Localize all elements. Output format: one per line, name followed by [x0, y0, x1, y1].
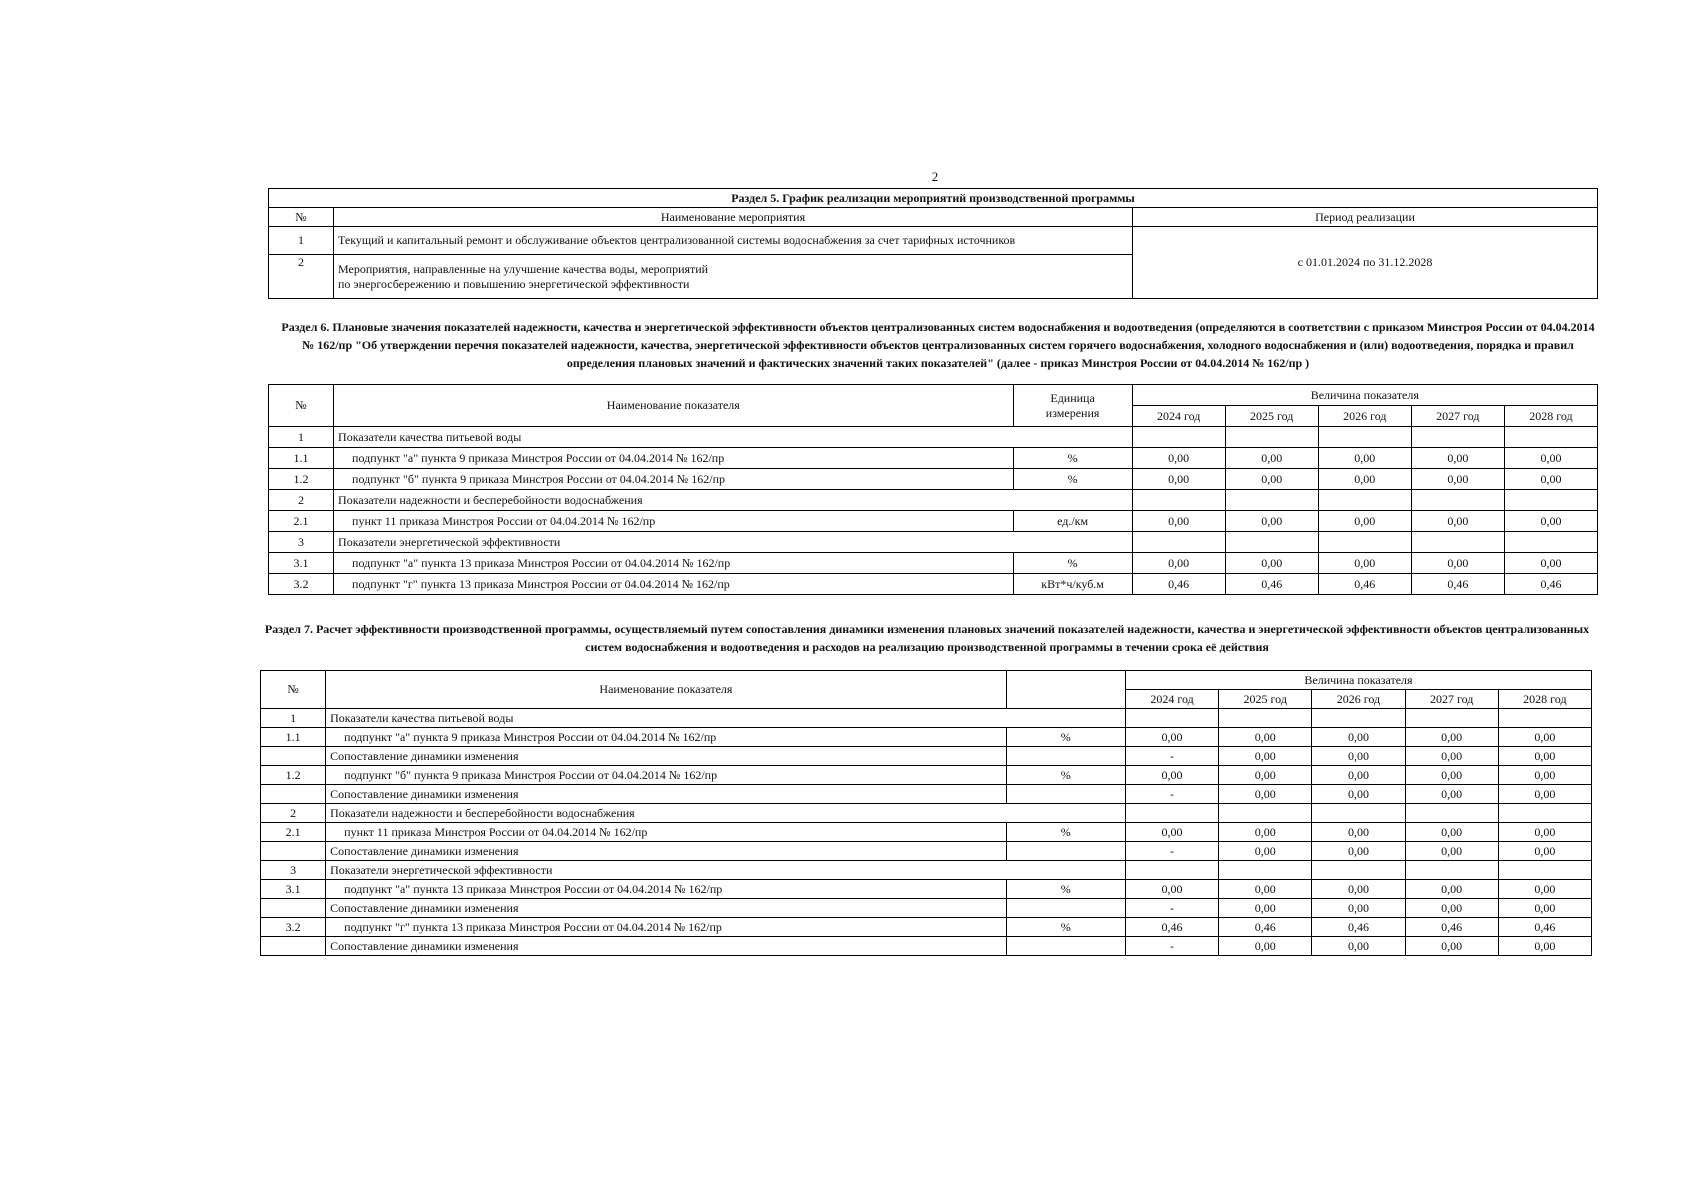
- indicator-name: Показатели надежности и бесперебойности водоснабжения: [326, 804, 1126, 823]
- indicator-row: [269, 511, 1598, 532]
- indicator-name: подпункт "г" пункта 13 приказа Минстроя России от 04.04.2014 № 162/пр: [326, 918, 1007, 937]
- header-unit-line: измерения: [1045, 405, 1100, 420]
- empty-cell: [1132, 490, 1225, 511]
- value-cell: 0,00: [1318, 469, 1411, 490]
- value-cell: 0,00: [1498, 842, 1591, 861]
- group-row: [261, 709, 1592, 728]
- row-num: [261, 899, 326, 918]
- section6-table: [268, 384, 1598, 595]
- header-year: 2028 год: [1504, 406, 1597, 427]
- header-year: 2025 год: [1219, 690, 1312, 709]
- comparison-label: Сопоставление динамики изменения: [326, 937, 1007, 956]
- indicator-row: [269, 553, 1598, 574]
- value-cell: 0,00: [1318, 511, 1411, 532]
- value-cell: 0,00: [1411, 448, 1504, 469]
- value-cell: 0,00: [1498, 899, 1591, 918]
- value-cell: 0,00: [1219, 785, 1312, 804]
- comparison-row: [261, 937, 1592, 956]
- indicator-name: подпункт "а" пункта 13 приказа Минстроя России от 04.04.2014 № 162/пр: [334, 553, 1014, 574]
- header-unit-line: Единица: [1050, 390, 1095, 405]
- group-row: [269, 427, 1598, 448]
- header-year: 2024 год: [1125, 690, 1218, 709]
- value-cell: 0,00: [1312, 937, 1405, 956]
- unit-cell: %: [1006, 880, 1125, 899]
- row-num: 3: [269, 532, 334, 553]
- header-period: Период реализации: [1133, 208, 1598, 227]
- value-cell: 0,00: [1411, 469, 1504, 490]
- comparison-row: [261, 747, 1592, 766]
- empty-cell: [1225, 427, 1318, 448]
- value-cell: 0,00: [1504, 553, 1597, 574]
- unit-cell: %: [1006, 766, 1125, 785]
- value-cell: 0,46: [1504, 574, 1597, 595]
- value-cell: 0,00: [1312, 899, 1405, 918]
- value-cell: -: [1125, 747, 1218, 766]
- comparison-row: [261, 842, 1592, 861]
- header-measure-name: Наименование мероприятия: [334, 208, 1133, 227]
- value-cell: 0,46: [1411, 574, 1504, 595]
- unit-cell: ед./км: [1013, 511, 1132, 532]
- measure-name: Текущий и капитальный ремонт и обслуживание объектов централизованной системы водоснабжения за счет тарифных источников: [334, 227, 1133, 255]
- group-row: [269, 490, 1598, 511]
- row-num: 1: [269, 227, 334, 255]
- value-cell: 0,00: [1132, 448, 1225, 469]
- empty-cell: [1405, 804, 1498, 823]
- indicator-row: [261, 766, 1592, 785]
- row-num: [261, 785, 326, 804]
- header-year: 2026 год: [1312, 690, 1405, 709]
- value-cell: 0,00: [1504, 469, 1597, 490]
- row-num: 3.2: [261, 918, 326, 937]
- header-year: 2027 год: [1411, 406, 1504, 427]
- value-cell: 0,00: [1498, 766, 1591, 785]
- value-cell: 0,00: [1405, 728, 1498, 747]
- row-num: 1: [261, 709, 326, 728]
- indicator-row: [261, 728, 1592, 747]
- value-cell: 0,46: [1318, 574, 1411, 595]
- value-cell: 0,00: [1405, 823, 1498, 842]
- value-cell: 0,00: [1219, 766, 1312, 785]
- value-cell: 0,00: [1125, 823, 1218, 842]
- value-cell: 0,00: [1125, 728, 1218, 747]
- indicator-name: подпункт "а" пункта 9 приказа Минстроя России от 04.04.2014 № 162/пр: [334, 448, 1014, 469]
- comparison-row: [261, 899, 1592, 918]
- empty-cell: [1312, 861, 1405, 880]
- indicator-row: [269, 448, 1598, 469]
- row-num: 1: [269, 427, 334, 448]
- empty-cell: [1219, 804, 1312, 823]
- unit-cell: %: [1006, 823, 1125, 842]
- value-cell: 0,00: [1318, 448, 1411, 469]
- empty-cell: [1411, 427, 1504, 448]
- value-cell: 0,00: [1312, 785, 1405, 804]
- value-cell: 0,00: [1411, 511, 1504, 532]
- value-cell: 0,00: [1125, 880, 1218, 899]
- value-cell: 0,00: [1405, 766, 1498, 785]
- value-cell: 0,00: [1132, 511, 1225, 532]
- empty-cell: [1132, 427, 1225, 448]
- empty-cell: [1312, 804, 1405, 823]
- value-cell: 0,00: [1225, 448, 1318, 469]
- value-cell: 0,00: [1312, 747, 1405, 766]
- unit-cell: [1006, 785, 1125, 804]
- value-cell: 0,46: [1132, 574, 1225, 595]
- comparison-label: Сопоставление динамики изменения: [326, 747, 1007, 766]
- row-num: 1.2: [261, 766, 326, 785]
- empty-cell: [1498, 804, 1591, 823]
- header-value: Величина показателя: [1125, 671, 1591, 690]
- value-cell: 0,00: [1219, 880, 1312, 899]
- value-cell: 0,00: [1312, 728, 1405, 747]
- value-cell: 0,00: [1125, 766, 1218, 785]
- unit-cell: кВт*ч/куб.м: [1013, 574, 1132, 595]
- value-cell: 0,46: [1125, 918, 1218, 937]
- value-cell: 0,00: [1405, 880, 1498, 899]
- measure-name-line: Мероприятия, направленные на улучшение качества воды, мероприятий: [338, 261, 709, 276]
- section5-title: Раздел 5. График реализации мероприятий производственной программы: [269, 189, 1598, 208]
- value-cell: 0,46: [1219, 918, 1312, 937]
- row-num: 1.1: [261, 728, 326, 747]
- section7-heading: Раздел 7. Расчет эффективности производственной программы, осуществляемый путем сопоставления динамики изменения плановых значений показателей надежности, качества и энергетической эффективности объектов централизованных систем водоснабжения и водоотведения и расходов на реализацию производственной программы в течении срока её действия: [264, 622, 1590, 654]
- value-cell: 0,00: [1498, 728, 1591, 747]
- value-cell: 0,00: [1318, 553, 1411, 574]
- row-num: 1.1: [269, 448, 334, 469]
- group-row: [269, 532, 1598, 553]
- value-cell: 0,00: [1219, 747, 1312, 766]
- value-cell: 0,00: [1225, 553, 1318, 574]
- empty-cell: [1312, 709, 1405, 728]
- empty-cell: [1318, 532, 1411, 553]
- header-year: 2028 год: [1498, 690, 1591, 709]
- section7-table: [260, 670, 1592, 956]
- row-num: [261, 842, 326, 861]
- value-cell: 0,00: [1498, 937, 1591, 956]
- group-row: [261, 861, 1592, 880]
- value-cell: 0,00: [1504, 448, 1597, 469]
- header-year: 2027 год: [1405, 690, 1498, 709]
- indicator-row: [261, 918, 1592, 937]
- row-num: 2.1: [269, 511, 334, 532]
- empty-cell: [1504, 490, 1597, 511]
- empty-cell: [1498, 861, 1591, 880]
- indicator-row: [261, 823, 1592, 842]
- indicator-name: Показатели надежности и бесперебойности водоснабжения: [334, 490, 1133, 511]
- row-num: 3.1: [261, 880, 326, 899]
- value-cell: 0,00: [1219, 899, 1312, 918]
- header-year: 2024 год: [1132, 406, 1225, 427]
- value-cell: 0,00: [1405, 842, 1498, 861]
- header-unit-empty: [1006, 671, 1125, 709]
- empty-cell: [1411, 490, 1504, 511]
- row-num: 2: [261, 804, 326, 823]
- value-cell: 0,46: [1498, 918, 1591, 937]
- header-year: 2026 год: [1318, 406, 1411, 427]
- row-num: [261, 937, 326, 956]
- indicator-name: пункт 11 приказа Минстроя России от 04.04.2014 № 162/пр: [326, 823, 1007, 842]
- page-number: 2: [931, 169, 939, 184]
- value-cell: -: [1125, 899, 1218, 918]
- unit-cell: [1006, 747, 1125, 766]
- value-cell: 0,00: [1225, 469, 1318, 490]
- indicator-name: подпункт "б" пункта 9 приказа Минстроя России от 04.04.2014 № 162/пр: [334, 469, 1014, 490]
- period-value: с 01.01.2024 по 31.12.2028: [1133, 227, 1598, 299]
- section6-heading: Раздел 6. Плановые значения показателей надежности, качества и энергетической эффективности объектов централизованных систем водоснабжения и водоотведения (определяются в соответствии с приказом Минстроя России от 04.04.2014 № 162/пр "Об утверждении перечня показателей надежности, качества, энергетической эффективности объектов централизованных систем горячего водоснабжения, холодного водоснабжения и (или) водоотведения, порядка и правил определения плановых значений и фактических значений таких показателей" (далее - приказ Минстроя России от 04.04.2014 № 162/пр ): [281, 320, 1595, 370]
- group-row: [261, 804, 1592, 823]
- value-cell: 0,00: [1405, 937, 1498, 956]
- value-cell: 0,00: [1312, 823, 1405, 842]
- value-cell: 0,00: [1132, 469, 1225, 490]
- indicator-name: подпункт "а" пункта 9 приказа Минстроя России от 04.04.2014 № 162/пр: [326, 728, 1007, 747]
- value-cell: 0,00: [1219, 728, 1312, 747]
- value-cell: 0,00: [1498, 785, 1591, 804]
- header-indicator-name: Наименование показателя: [326, 671, 1007, 709]
- unit-cell: [1006, 937, 1125, 956]
- value-cell: 0,00: [1504, 511, 1597, 532]
- value-cell: 0,00: [1312, 880, 1405, 899]
- value-cell: 0,00: [1498, 880, 1591, 899]
- comparison-row: [261, 785, 1592, 804]
- empty-cell: [1504, 427, 1597, 448]
- empty-cell: [1504, 532, 1597, 553]
- comparison-label: Сопоставление динамики изменения: [326, 899, 1007, 918]
- value-cell: -: [1125, 785, 1218, 804]
- row-num: 2: [269, 255, 334, 299]
- indicator-row: [269, 469, 1598, 490]
- indicator-row: [269, 574, 1598, 595]
- comparison-label: Сопоставление динамики изменения: [326, 842, 1007, 861]
- empty-cell: [1125, 709, 1218, 728]
- row-num: 1.2: [269, 469, 334, 490]
- empty-cell: [1318, 490, 1411, 511]
- measure-name-line: по энергосбережению и повышению энергетической эффективности: [338, 276, 690, 291]
- indicator-row: [261, 880, 1592, 899]
- value-cell: -: [1125, 842, 1218, 861]
- empty-cell: [1219, 861, 1312, 880]
- empty-cell: [1411, 532, 1504, 553]
- unit-cell: %: [1013, 469, 1132, 490]
- empty-cell: [1125, 804, 1218, 823]
- empty-cell: [1219, 709, 1312, 728]
- unit-cell: [1006, 899, 1125, 918]
- value-cell: -: [1125, 937, 1218, 956]
- header-year: 2025 год: [1225, 406, 1318, 427]
- indicator-name: подпункт "г" пункта 13 приказа Минстроя России от 04.04.2014 № 162/пр: [334, 574, 1014, 595]
- indicator-name: пункт 11 приказа Минстроя России от 04.04.2014 № 162/пр: [334, 511, 1014, 532]
- value-cell: 0,00: [1312, 766, 1405, 785]
- value-cell: 0,00: [1405, 747, 1498, 766]
- unit-cell: %: [1006, 728, 1125, 747]
- empty-cell: [1132, 532, 1225, 553]
- indicator-name: Показатели качества питьевой воды: [326, 709, 1126, 728]
- value-cell: 0,00: [1405, 785, 1498, 804]
- empty-cell: [1125, 861, 1218, 880]
- indicator-name: подпункт "а" пункта 13 приказа Минстроя России от 04.04.2014 № 162/пр: [326, 880, 1007, 899]
- value-cell: 0,00: [1219, 937, 1312, 956]
- empty-cell: [1225, 490, 1318, 511]
- row-num: 2.1: [261, 823, 326, 842]
- value-cell: 0,00: [1498, 747, 1591, 766]
- indicator-name: Показатели энергетической эффективности: [334, 532, 1133, 553]
- measure-name: [334, 255, 1133, 299]
- unit-cell: [1006, 842, 1125, 861]
- unit-cell: %: [1013, 448, 1132, 469]
- row-num: 2: [269, 490, 334, 511]
- header-unit: [1013, 385, 1132, 427]
- header-value: Величина показателя: [1132, 385, 1597, 406]
- header-num: №: [269, 208, 334, 227]
- value-cell: 0,00: [1225, 511, 1318, 532]
- indicator-name: Показатели энергетической эффективности: [326, 861, 1126, 880]
- value-cell: 0,46: [1405, 918, 1498, 937]
- unit-cell: %: [1006, 918, 1125, 937]
- value-cell: 0,00: [1498, 823, 1591, 842]
- comparison-label: Сопоставление динамики изменения: [326, 785, 1007, 804]
- row-num: 3: [261, 861, 326, 880]
- empty-cell: [1405, 709, 1498, 728]
- value-cell: 0,00: [1312, 842, 1405, 861]
- empty-cell: [1498, 709, 1591, 728]
- row-num: 3.2: [269, 574, 334, 595]
- value-cell: 0,00: [1405, 899, 1498, 918]
- header-num: №: [261, 671, 326, 709]
- value-cell: 0,46: [1225, 574, 1318, 595]
- value-cell: 0,46: [1312, 918, 1405, 937]
- header-indicator-name: Наименование показателя: [334, 385, 1014, 427]
- empty-cell: [1405, 861, 1498, 880]
- indicator-name: подпункт "б" пункта 9 приказа Минстроя России от 04.04.2014 № 162/пр: [326, 766, 1007, 785]
- value-cell: 0,00: [1411, 553, 1504, 574]
- indicator-name: Показатели качества питьевой воды: [334, 427, 1133, 448]
- header-num: №: [269, 385, 334, 427]
- row-num: [261, 747, 326, 766]
- value-cell: 0,00: [1132, 553, 1225, 574]
- value-cell: 0,00: [1219, 842, 1312, 861]
- empty-cell: [1318, 427, 1411, 448]
- section5-table: [268, 188, 1598, 299]
- value-cell: 0,00: [1219, 823, 1312, 842]
- unit-cell: %: [1013, 553, 1132, 574]
- row-num: 3.1: [269, 553, 334, 574]
- empty-cell: [1225, 532, 1318, 553]
